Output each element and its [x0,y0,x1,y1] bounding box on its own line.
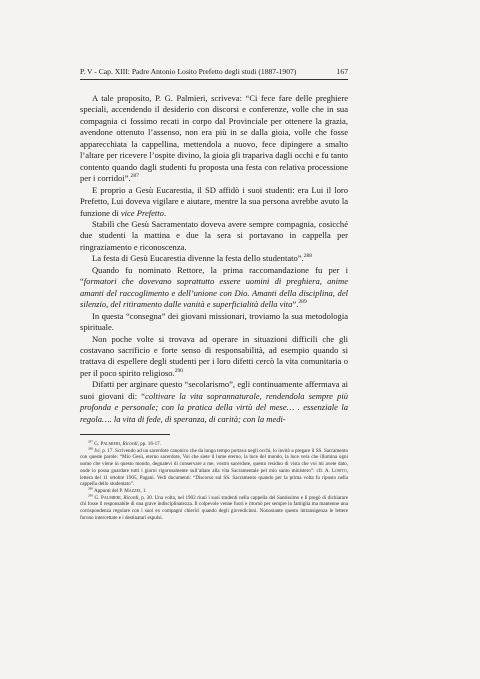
text-run: , [119,441,123,447]
text-run: Difatti per arginare questo “secolarismo”, egli continuamente affermava ai suoi giovani di: “ [80,379,348,401]
footnote-ref: 290 [88,492,93,497]
text-run: Non poche volte si trovava ad operare in situazioni difficili che gli costavano sacrificio e forte senso di responsabilità, ad esempio quando si trattava di espellere degli studenti per i loro difetti cercò la vita comunitaria o per il poco spirito religioso. [80,333,348,378]
text-run: Ricordi [122,441,138,447]
paragraph [80,311,348,334]
text-run: E proprio a Gesù Eucarestia, il SD affidò i suoi studenti: era Lui il loro Prefetto, Lui doveva vigilare e aiutare, mentre la sua persona avrebbe avuto la funzione di [80,184,348,218]
text-run: Palmieri [101,494,121,501]
main-text [80,93,348,425]
paragraph [80,219,348,253]
text-run: formatori che dovevano soprattutto essere uomini di preghiera, anime amanti del raccoglimento e dell’unione con Dio. Amanti della disciplina, del silenzio, del ritiramento dalle vanità e superficialità della vita [80,276,348,310]
header-rule [80,79,348,80]
running-header [80,67,348,76]
text-run: , pp. 16-17. [137,441,161,447]
paragraph [80,334,348,380]
text-run: Mazzei [124,487,141,494]
footnote-ref: 287 [88,439,93,444]
paragraph [80,93,348,185]
text-run: Palmieri [100,441,120,447]
footnote [80,492,349,522]
text-run: A tale proposito, P. G. Palmieri, scriveva: “Ci fece fare delle preghiere speciali, accendendo il desiderio con discorsi e conferenze, volle che in sua compagnia ci fossimo recati in corpo dal Provinciale per ottenere la grazia, avendone ottenuto l’assenso, non era più in se dalla gioia, volle che fosse apparecchiata la cappellina, mettendola a nuovo, fece dipingere a smalto l’altare per ricevere l’ospite divino, la gioia gli trapariva dagli occhi e fu tanto contento quando dagli studenti fu proposta una festa con relativa processione per i corridoi”. [80,93,348,184]
text-run: Appunti del P. [92,487,125,494]
footnote-separator [80,434,170,435]
text-run: vice Prefetto [120,207,164,218]
text-run: In questa “consegna” dei giovani missionari, troviamo la sua metodologia spirituale. [80,310,348,333]
text-run: , [120,494,124,501]
text-run: . [163,207,167,218]
footnote-ref: 289 [88,486,93,491]
text-run: Ricordi [123,494,139,501]
text-run: , p. 17. Scrivendo ad un sacerdote canonico che da lungo tempo portava negli occhi, lo invitò a pregare il SS. Sacramento con queste parole: “Mio Gesù, eterno sacerdote, Voi che siete il lume eterno, la luce del mondo, la luce vera che illumina ogni uomo che viene in questo mondo, degnatevi di conservare a me, vostro sacerdote, questo residuo di vista che voi mi avete dato, onde io possa guardare tutti i giorni rigorosamente sull’altare alla vita Sacramentale pel mio santo ministero”: cfr. A. [80,447,348,474]
footnote-ref: 290 [174,368,184,375]
text-run: , lettera del 11 ottobre 1905, Pagani. Vedi documenti: “Discorso sul SS. Sacramento quando per la prima volta fu riposto nella cappella dello studentato”. [80,467,348,488]
text-run: Ivi [94,447,100,454]
paragraph [80,379,348,425]
text-run: La festa di Gesù Eucarestia divenne la festa dello studentato”. [92,253,304,264]
running-title: P. V - Cap. XIII: Padre Antonio Losito Prefetto degli studi (1887-1907) [80,67,297,76]
footnote-ref: 288 [303,253,313,260]
text-run: Quando fu nominato Rettore, la prima raccomandazione fu per i “ [80,264,348,287]
text-run: coltivare la vita soprannaturale, rendendola sempre più profonda e personale; con la pratica della virtù del mese… . essenziale la regola…. la vita di fede, di speranza, di carità; con la medi- [80,390,348,424]
text-run: , 1. [140,487,147,494]
footnote [80,488,348,495]
text-run: Stabilì che Gesù Sacramentato doveva avere sempre compagnia, cosicché due studenti la mattina e due la sera si portavano in cappella per ringraziamento e riconoscenza. [80,218,348,252]
footnotes [80,441,348,521]
paragraph [80,253,348,264]
footnote-ref: 289 [298,299,307,306]
text-run: ”. [292,299,299,310]
paragraph [80,265,348,311]
footnote-ref: 288 [88,446,93,451]
text-run: G. [92,494,102,501]
footnote-ref: 287 [130,173,139,180]
paragraph [80,185,348,219]
text-run: Losito [331,467,347,474]
text-run: G. [92,441,101,447]
page-number: 167 [336,67,348,76]
text-run: , p. 30. Una volta, nel 1902 riunì i suoi studenti nella cappella del Santissimo e li pregò di dichiarare chi fosse il responsabile di una grave indisciplinatezza. Il colpevole venne fuori e ritornò per sempre in famiglia ma mantenne una corrispondenza regolare con i suoi ex compagni chierici quando degli giovedicinni. Nonostante questo intransigenza le lettere furono intercettate e i destinatari espulsi. [80,494,349,521]
